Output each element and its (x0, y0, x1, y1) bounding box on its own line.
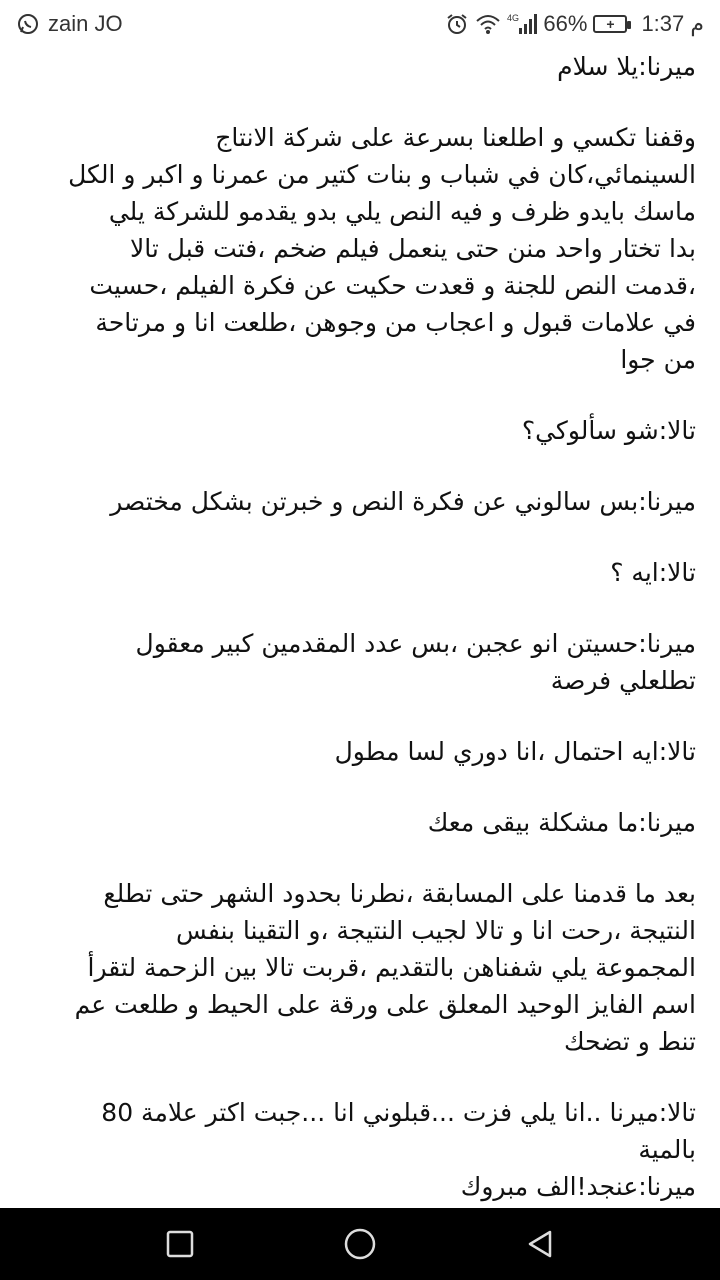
home-button[interactable] (340, 1224, 380, 1264)
story-paragraph: تالا:ايه احتمال ،انا دوري لسا مطول (334, 737, 696, 766)
back-button[interactable] (520, 1224, 560, 1264)
carrier-name: zain JO (48, 11, 123, 36)
story-paragraph: تالا:شو سألوكي؟ (521, 416, 696, 445)
status-bar (0, 0, 720, 48)
battery-icon: + (593, 15, 627, 33)
network-type-label: 4G (507, 13, 520, 23)
signal-icon (507, 12, 537, 36)
story-paragraph: ميرنا:بس سالوني عن فكرة النص و خبرتن بشكل مختصر (110, 487, 696, 516)
story-paragraph: ميرنا:ما مشكلة بيقى معك (427, 808, 696, 837)
story-content (0, 48, 720, 1208)
story-paragraph: بعد ما قدمنا على المسابقة ،نطرنا بحدود الشهر حتى تطلع النتيجة ،رحت انا و تالا لجيب النتيجة ،و التقينا بنفس المجموعة يلي شفناهن بالتقديم ،قربت تالا بين الزحمة لتقرأ اسم الفايز الوحيد المعلق على ورقة على الحيط و طلعت عم تنط و تضحك (74, 879, 696, 1056)
square-icon (165, 1229, 195, 1259)
story-paragraph: وقفنا تكسي و اطلعنا بسرعة على شركة الانتاج السينمائي،كان في شباب و بنات كتير من عمرنا و اكبر و الكل ماسك بايدو ظرف و فيه النص يلي بدو يقدمو للشركة يلي بدا تختار واحد منن حتى ينعمل فيلم ضخم ،فتت قبل تالا ،قدمت النص للجنة و قعدت حكيت عن فكرة الفيلم ،حسيت في علامات قبول و اعجاب من وجوهن ،طلعت انا و مرتاحة من جوا (68, 123, 696, 374)
status-bar-left (16, 11, 123, 37)
recents-button[interactable] (160, 1224, 200, 1264)
story-paragraph: ميرنا:حسيتن انو عجبن ،بس عدد المقدمين كبير معقول تطلعلي فرصة (135, 629, 696, 695)
story-paragraph: ميرنا:يلا سلام (557, 52, 696, 81)
clock-time: 1:37 م (641, 11, 704, 36)
whatsapp-icon (16, 12, 40, 36)
back-triangle-icon (524, 1228, 556, 1260)
status-bar-right (445, 11, 704, 37)
alarm-icon (445, 12, 469, 36)
circle-icon (343, 1227, 377, 1261)
battery-percent: 66% (543, 11, 588, 36)
navigation-bar (0, 1208, 720, 1280)
wifi-icon (475, 13, 501, 35)
story-paragraph: تالا:ميرنا ..انا يلي فزت ...قبلوني انا ...جبت اكتر علامة 80 بالمية (101, 1098, 696, 1164)
story-paragraph: ميرنا:عنجد!الف مبروك (460, 1172, 696, 1201)
story-paragraph: تالا:ايه ؟ (610, 558, 696, 587)
